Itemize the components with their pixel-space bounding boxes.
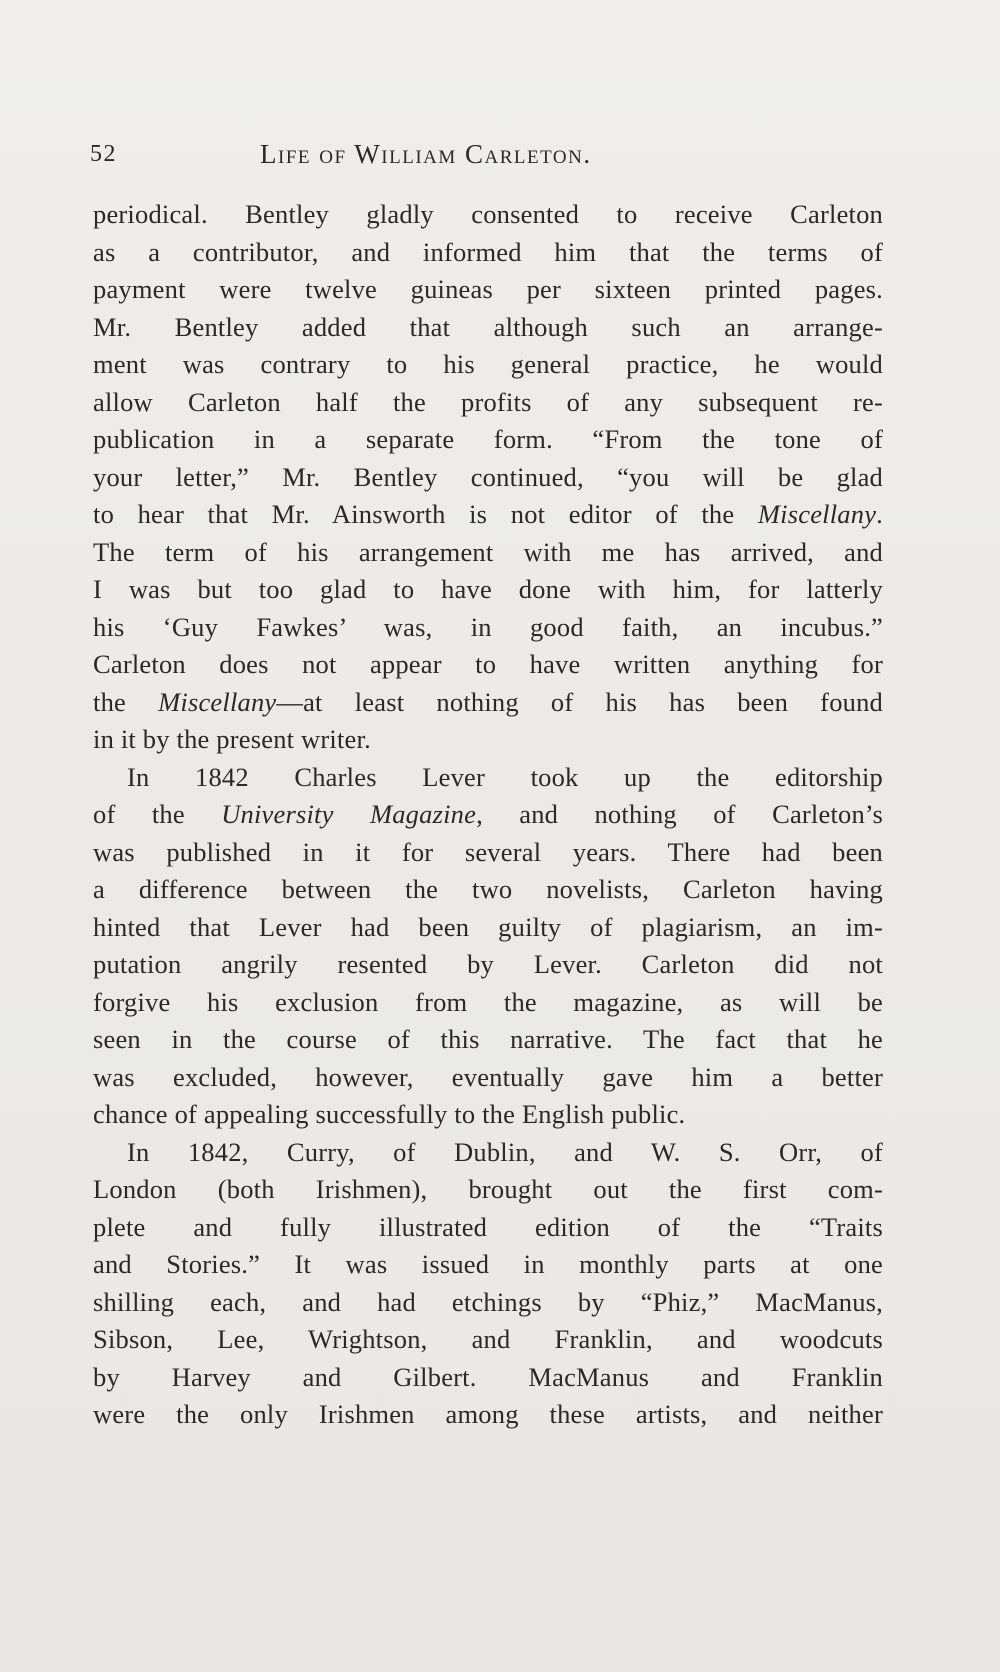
running-title: Life of William Carleton. xyxy=(260,139,592,169)
text-line: to hear that Mr. Ainsworth is not editor of the Miscellany. xyxy=(93,499,883,529)
text-line: ment was contrary to his general practice, he would xyxy=(93,349,883,379)
page-number: 52 xyxy=(90,141,117,167)
text-line: The term of his arrangement with me has arrived, and xyxy=(93,536,883,567)
text-line: the Miscellany—at least nothing of his has been found xyxy=(93,686,883,717)
text-line: In 1842, Curry, of Dublin, and W. S. Orr, of xyxy=(127,1136,883,1167)
text-line: Carleton does not appear to have written anything for xyxy=(93,649,883,679)
text-line: as a contributor, and informed him that the terms of xyxy=(93,236,883,267)
text-line: In 1842 Charles Lever took up the editorship xyxy=(127,761,883,792)
text-line: of the University Magazine, and nothing of Carleton’s xyxy=(93,799,883,829)
text-line: London (both Irishmen), brought out the first com- xyxy=(93,1174,883,1204)
text-line: plete and fully illustrated edition of the “Traits xyxy=(93,1211,883,1242)
text-line: Sibson, Lee, Wrightson, and Franklin, and woodcuts xyxy=(93,1324,883,1354)
body-text xyxy=(93,196,883,1434)
text-line: I was but too glad to have done with him, for latterly xyxy=(93,574,883,604)
text-line: Mr. Bentley added that although such an arrange- xyxy=(93,311,883,342)
paragraph xyxy=(93,1134,883,1434)
text-line: publication in a separate form. “From the tone of xyxy=(93,424,883,454)
text-line: periodical. Bentley gladly consented to receive Carleton xyxy=(93,199,883,229)
text-line: hinted that Lever had been guilty of plagiarism, an im- xyxy=(93,911,883,942)
text-line: putation angrily resented by Lever. Carleton did not xyxy=(93,949,883,979)
text-line: his ‘Guy Fawkes’ was, in good faith, an incubus.” xyxy=(93,611,883,642)
text-line: chance of appealing successfully to the English public. xyxy=(93,1099,686,1129)
text-line: was published in it for several years. There had been xyxy=(93,836,883,867)
paragraph xyxy=(93,196,883,759)
text-line: by Harvey and Gilbert. MacManus and Franklin xyxy=(93,1361,883,1392)
text-line: your letter,” Mr. Bentley continued, “you will be glad xyxy=(93,461,883,492)
text-line: was excluded, however, eventually gave him a better xyxy=(93,1061,883,1092)
paragraph xyxy=(93,759,883,1134)
text-line: and Stories.” It was issued in monthly parts at one xyxy=(93,1249,883,1279)
text-line: shilling each, and had etchings by “Phiz,” MacManus, xyxy=(93,1286,883,1317)
text-line: were the only Irishmen among these artists, and neither xyxy=(93,1399,883,1429)
page-header xyxy=(90,134,710,174)
text-line: allow Carleton half the profits of any subsequent re- xyxy=(93,386,883,417)
text-line: in it by the present writer. xyxy=(93,724,371,754)
text-line: a difference between the two novelists, Carleton having xyxy=(93,874,883,904)
text-line: forgive his exclusion from the magazine, as will be xyxy=(93,986,883,1017)
text-line: payment were twelve guineas per sixteen printed pages. xyxy=(93,274,883,304)
text-line: seen in the course of this narrative. The fact that he xyxy=(93,1024,883,1054)
